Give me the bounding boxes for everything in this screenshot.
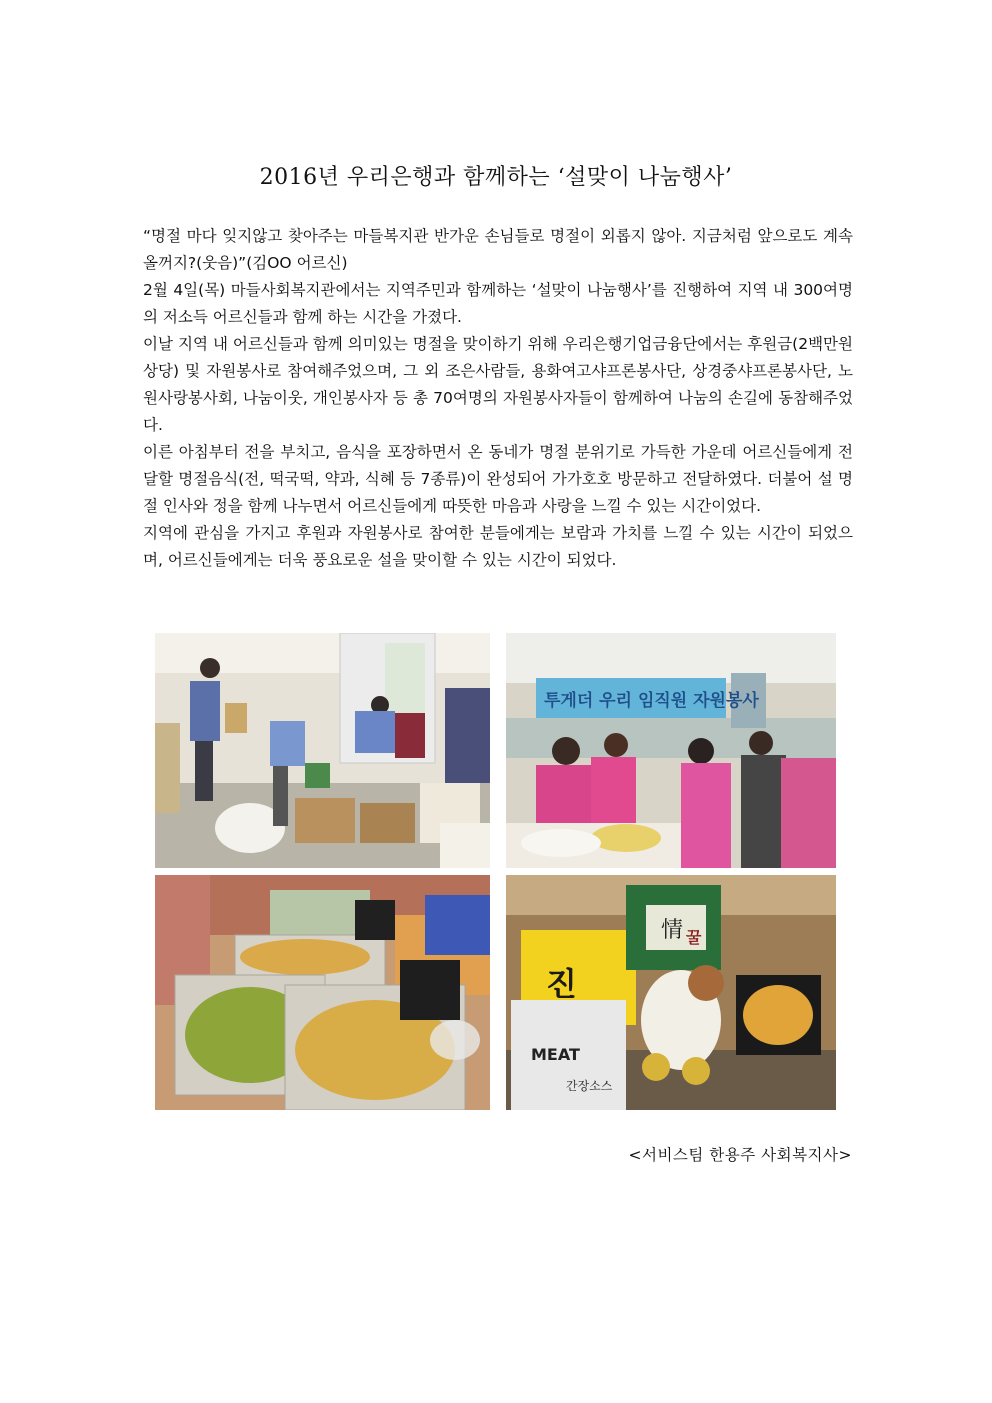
author-signature: <서비스팀 한용주 사회복지사> [628,1146,852,1164]
rice-cake-label: 진 [546,965,577,1003]
photo-pancake-trays [155,875,490,1110]
bag-label: MEAT [531,1045,580,1064]
event-paragraph: 2월 4일(목) 마들사회복지관에서는 지역주민과 함께하는 ‘설맞이 나눔행사’를 진행하여 지역 내 300여명의 저소득 어르신들과 함께 하는 시간을 가졌다. [143,281,853,326]
page-title: 2016년 우리은행과 함께하는 ‘설맞이 나눔행사’ [259,165,733,190]
photo-volunteers-packing [155,633,490,868]
photo-food-package [506,875,836,1110]
article-body [143,223,853,574]
sponsor-paragraph: 이날 지역 내 어르신들과 함께 의미있는 명절을 맞이하기 위해 우리은행기업금융단에서는 후원금(2백만원 상당) 및 자원봉사로 참여해주었으며, 그 외 조은사람들, 용화여고샤프론봉사단, 상경중샤프론봉사단, 노원사랑봉사회, 나눔이웃, 개인봉사자 등 총 70여명의 자원봉사자들이 함께하여 나눔의 손길에 동참해주었다. [143,335,853,434]
tea-word: 꿀 [686,928,702,947]
tea-label: 情 [661,918,684,943]
closing-paragraph: 지역에 관심을 가지고 후원과 자원봉사로 참여한 분들에게는 보람과 가치를 느낄 수 있는 시간이 되었으며, 어르신들에게는 더욱 풍요로운 설을 맞이할 수 있는 시간이 되었다. [143,524,853,569]
photo-women-cooking [506,633,836,868]
bag-sub: 간장소스 [566,1079,613,1093]
quote-paragraph: “명절 마다 잊지않고 찾아주는 마들복지관 반가운 손님들로 명절이 외롭지 않아. 지금처럼 앞으로도 계속 올꺼지?(웃음)”(김OO 어르신) [143,227,853,272]
banner-text: 투게더 우리 임직원 자원봉사 [544,691,759,711]
activity-paragraph: 이른 아침부터 전을 부치고, 음식을 포장하면서 온 동네가 명절 분위기로 가득한 가운데 어르신들에게 전달할 명절음식(전, 떡국떡, 약과, 식혜 등 7종류)이 완성되어 가가호호 방문하고 전달하였다. 더불어 설 명절 인사와 정을 함께 나누면서 어르신들에게 따뜻한 마음과 사랑을 느낄 수 있는 시간이었다. [143,443,853,515]
